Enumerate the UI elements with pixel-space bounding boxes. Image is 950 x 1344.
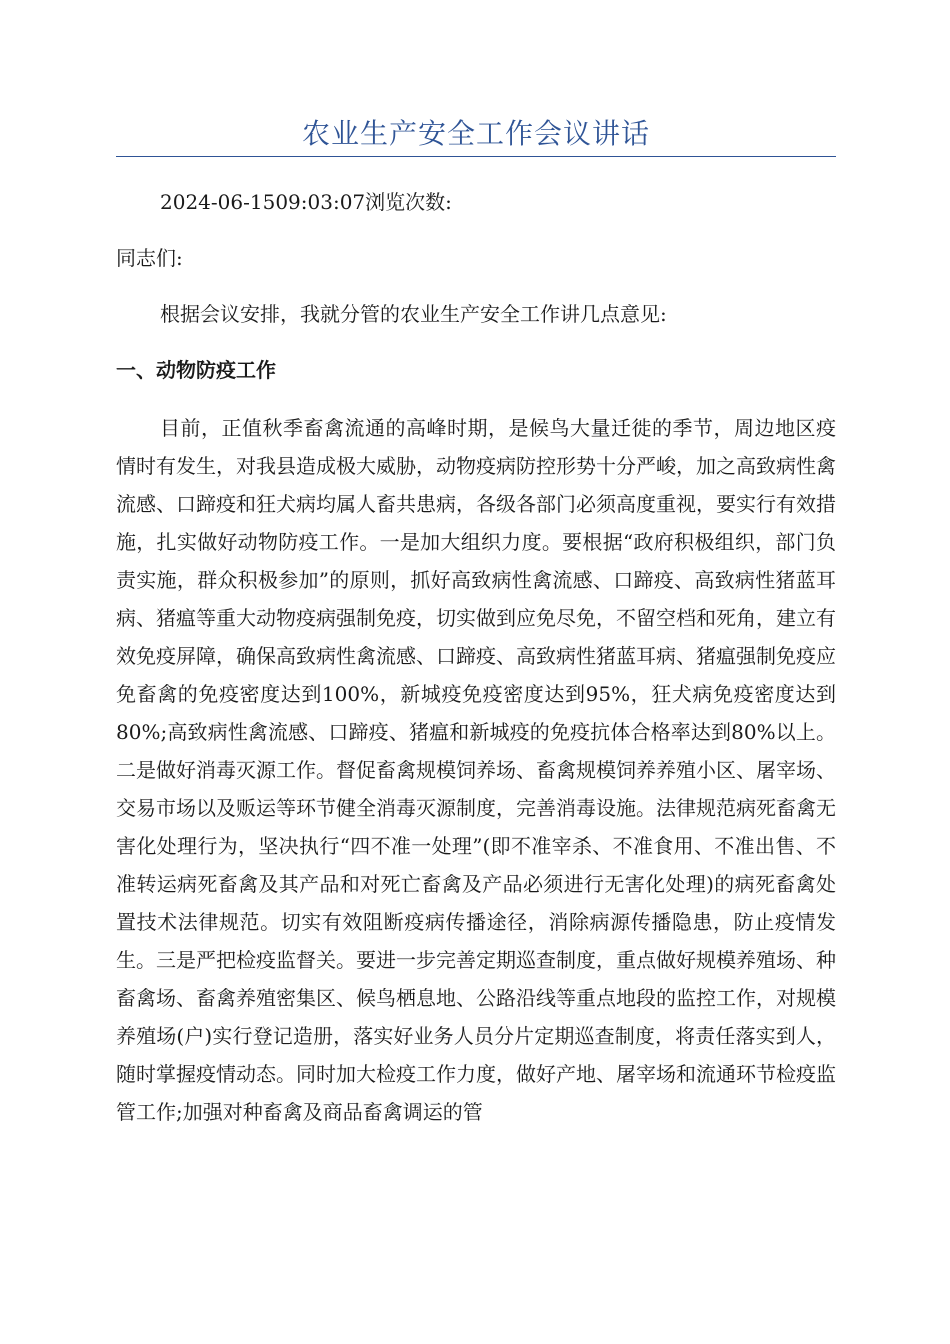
document-page — [116, 0, 836, 1131]
salutation: 同志们: — [116, 246, 183, 270]
document-title: 农业生产安全工作会议讲话 — [116, 114, 836, 157]
section-heading: 一、动物防疫工作 — [116, 358, 276, 382]
section-body: 目前，正值秋季畜禽流通的高峰时期，是候鸟大量迁徙的季节，周边地区疫情时有发生，对我县造成极大威胁，动物疫病防控形势十分严峻，加之高致病性禽流感、口蹄疫和狂犬病均属人畜共患病，各级各部门必须高度重视，要实行有效措施，扎实做好动物防疫工作。一是加大组织力度。要根据“政府积极组织，部门负责实施，群众积极参加”的原则，抓好高致病性禽流感、口蹄疫、高致病性猪蓝耳病、猪瘟等重大动物疫病强制免疫，切实做到应免尽免，不留空档和死角，建立有效免疫屏障，确保高致病性禽流感、口蹄疫、高致病性猪蓝耳病、猪瘟强制免疫应免畜禽的免疫密度达到100%，新城疫免疫密度达到95%，狂犬病免疫密度达到80%;高致病性禽流感、口蹄疫、猪瘟和新城疫的免疫抗体合格率达到80%以上。二是做好消毒灭源工作。督促畜禽规模饲养场、畜禽规模饲养养殖小区、屠宰场、交易市场以及贩运等环节健全消毒灭源制度，完善消毒设施。法律规范病死畜禽无害化处理行为，坚决执行“四不准一处理”(即不准宰杀、不准食用、不准出售、不准转运病死畜禽及其产品和对死亡畜禽及产品必须进行无害化处理)的病死畜禽处置技术法律规范。切实有效阻断疫病传播途径，消除病源传播隐患，防止疫情发生。三是严把检疫监督关。要进一步完善定期巡查制度，重点做好规模养殖场、种畜禽场、畜禽养殖密集区、候鸟栖息地、公路沿线等重点地段的监控工作，对规模养殖场(户)实行登记造册，落实好业务人员分片定期巡查制度，将责任落实到人，随时掌握疫情动态。同时加大检疫工作力度，做好产地、屠宰场和流通环节检疫监管工作;加强对种畜禽及商品畜禽调运的管 — [116, 416, 836, 1124]
publish-meta: 2024-06-1509:03:07浏览次数: — [160, 190, 452, 214]
intro-paragraph: 根据会议安排，我就分管的农业生产安全工作讲几点意见: — [160, 302, 667, 326]
